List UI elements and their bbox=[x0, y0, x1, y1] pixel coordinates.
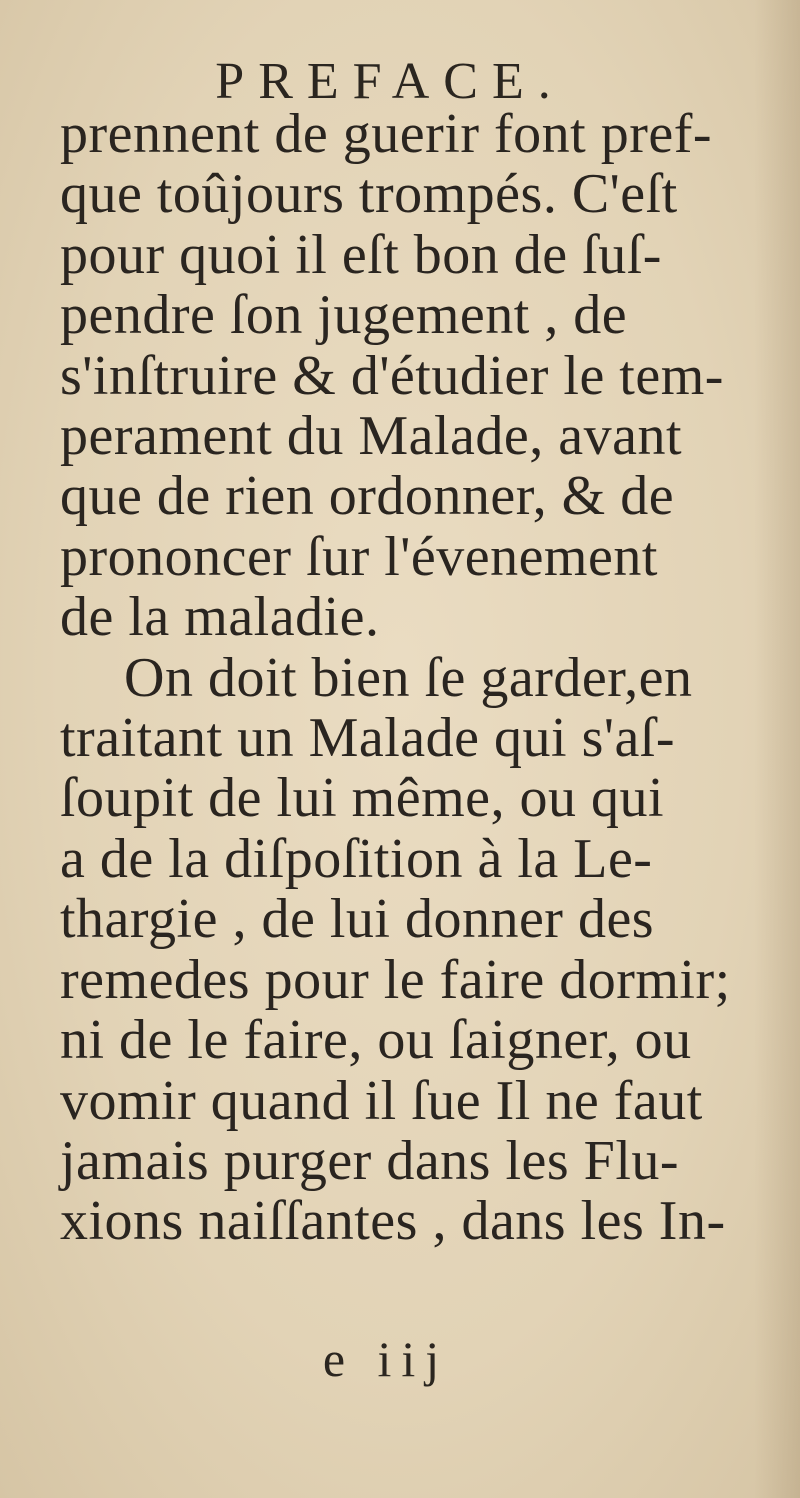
text-line: thargie , de lui donner des bbox=[60, 888, 655, 951]
text-line: pour quoi il eſt bon de ſuſ- bbox=[60, 223, 662, 286]
text-line: prononcer ſur l'évenement bbox=[60, 525, 658, 588]
text-line: s'inſtruire & d'étudier le tem- bbox=[60, 344, 724, 407]
body-text bbox=[60, 104, 760, 1252]
text-line: xions naiſſantes , dans les In- bbox=[60, 1190, 726, 1253]
signature-mark: e iij bbox=[322, 1331, 450, 1387]
text-line: pendre ſon jugement , de bbox=[60, 284, 628, 347]
text-line: ſoupit de lui même, ou qui bbox=[60, 767, 665, 830]
text-line: a de la diſpoſition à la Le- bbox=[60, 827, 653, 890]
text-line: perament du Malade, avant bbox=[60, 405, 683, 468]
text-line: prennent de guerir font pref- bbox=[60, 103, 712, 165]
text-line: de la maladie. bbox=[60, 586, 380, 649]
text-line: ni de le faire, ou ſaigner, ou bbox=[60, 1009, 692, 1072]
paragraph-start-line: On doit bien ſe garder,en bbox=[124, 646, 693, 709]
text-line: que de rien ordonner, & de bbox=[60, 465, 675, 528]
page-edge-shadow bbox=[754, 0, 800, 1498]
text-line: jamais purger dans les Flu- bbox=[60, 1129, 680, 1192]
running-head: PREFACE. bbox=[215, 53, 565, 110]
text-line: remedes pour le faire dormir; bbox=[60, 948, 731, 1011]
text-line: traitant un Malade qui s'aſ- bbox=[60, 707, 676, 770]
text-line: vomir quand il ſue Il ne faut bbox=[60, 1069, 703, 1132]
text-line: que toûjours trompés. C'eſt bbox=[60, 163, 678, 226]
